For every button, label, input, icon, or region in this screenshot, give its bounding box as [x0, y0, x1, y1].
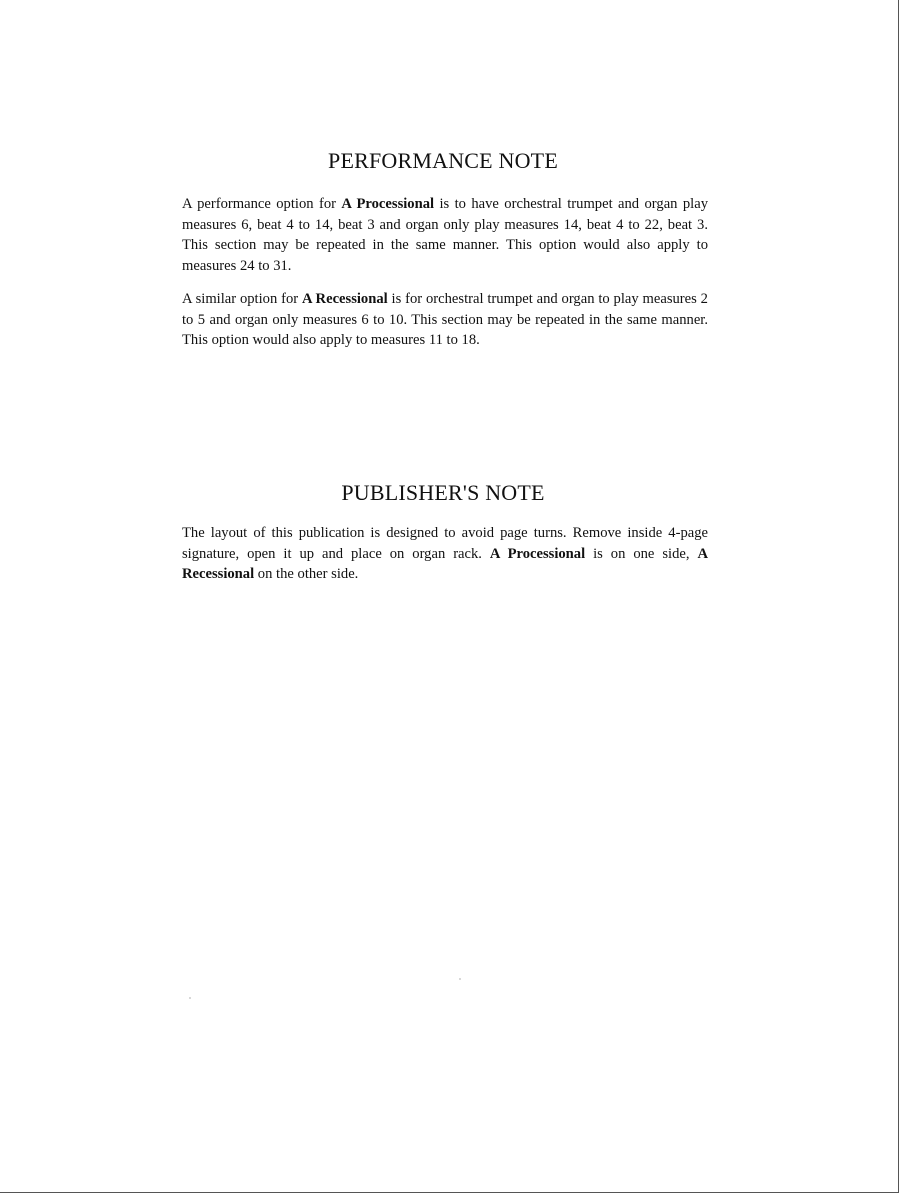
publishers-note-title: PUBLISHER'S NOTE [341, 480, 545, 505]
publishers-note-text-3: on the other side. [254, 566, 359, 582]
performance-note-p1-text-2: is to have orchestral trumpet and organ play measures 6, beat 4 to 14, beat 3 and organ only play measures 14, beat 4 to 22, beat 3. This section may be repeated in the same manner. This option would also apply to measures 24 to 31. [182, 196, 708, 274]
performance-note-p2-text-1: A similar option for [182, 291, 302, 307]
processional-title-bold-2: A Processional [489, 545, 586, 562]
scan-speck [189, 997, 191, 999]
recessional-title-bold: A Recessional [301, 291, 388, 307]
performance-note-paragraph-1 [182, 194, 708, 276]
publishers-note-paragraph [182, 523, 708, 585]
processional-title-bold: A Processional [341, 196, 435, 212]
publishers-note-text-1: The layout of this publication is designed to avoid page turns. Remove inside 4-page signature, open it up and place on organ rack. [182, 525, 708, 562]
publishers-note-text-2: is on one side, [585, 545, 698, 562]
performance-note-title: PERFORMANCE NOTE [328, 148, 558, 173]
scan-speck [459, 978, 461, 980]
performance-note-p2-text-2: is for orchestral trumpet and organ to play measures 2 to 5 and organ only measures 6 to 10. This section may be repeated in the same manner. This option would also apply to measures 11 to 18. [182, 291, 708, 348]
performance-note-paragraph-2 [182, 289, 708, 351]
performance-note-p1-text-1: A performance option for [182, 196, 342, 212]
recessional-title-bold-2: A Recessional [182, 545, 708, 582]
